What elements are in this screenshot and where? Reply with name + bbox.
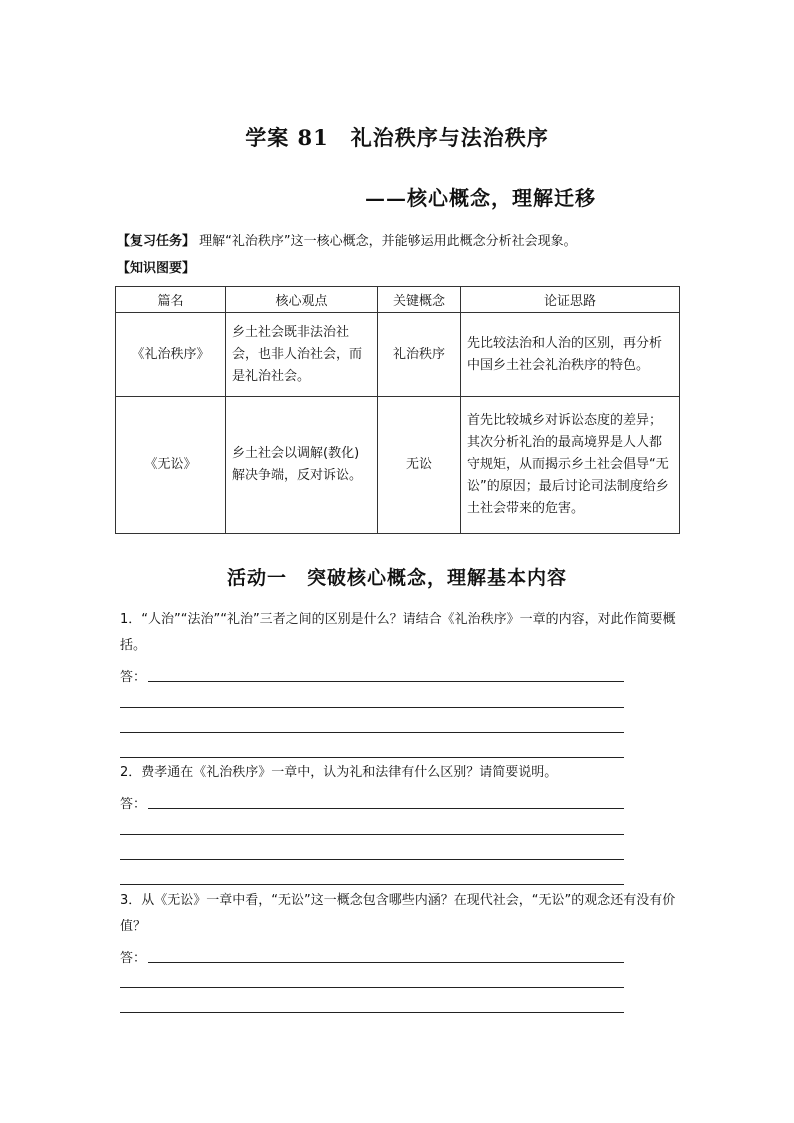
answer-line[interactable]: [120, 757, 624, 758]
answer-line[interactable]: [148, 681, 624, 682]
review-task-tag: 【复习任务】: [117, 234, 196, 249]
answer-line[interactable]: [120, 732, 624, 733]
review-task-text: 理解“礼治秩序”这一核心概念，并能够运用此概念分析社会现象。: [199, 234, 577, 249]
table-cell-concept: 无讼: [378, 397, 461, 534]
answer-line[interactable]: [120, 884, 624, 885]
question-1: 1．“人治”“法治”“礼治”三者之间的区别是什么？请结合《礼治秩序》一章的内容，对此作简要概括。: [120, 612, 676, 653]
table-cell-title: 《礼治秩序》: [116, 313, 226, 397]
answer-line[interactable]: [120, 1012, 624, 1013]
table-cell-title: 《无讼》: [116, 397, 226, 534]
page-subtitle: ——核心概念，理解迁移: [365, 186, 596, 210]
answer-label: 答：: [120, 670, 147, 685]
table-header-row: [116, 287, 680, 313]
table-header-cell: 篇名: [116, 287, 226, 313]
knowledge-map-heading: [117, 260, 195, 278]
answer-line[interactable]: [120, 707, 624, 708]
question-2: 2．费孝通在《礼治秩序》一章中，认为礼和法律有什么区别？请简要说明。: [120, 765, 558, 780]
answer-line[interactable]: [120, 987, 624, 988]
answer-line[interactable]: [148, 962, 624, 963]
table-cell-logic: 先比较法治和人治的区别，再分析中国乡土社会礼治秩序的特色。: [461, 313, 680, 397]
knowledge-map-table: [115, 286, 680, 534]
table-cell-concept: 礼治秩序: [378, 313, 461, 397]
answer-label: 答：: [120, 951, 147, 966]
activity-heading: 活动一 突破核心概念，理解基本内容: [226, 567, 567, 589]
table-row: [116, 397, 680, 534]
answer-line[interactable]: [120, 859, 624, 860]
review-task: [117, 233, 577, 251]
table-cell-view: 乡土社会以调解(教化)解决争端，反对诉讼。: [226, 397, 378, 534]
answer-line[interactable]: [120, 834, 624, 835]
answer-label: 答：: [120, 797, 147, 812]
table-cell-logic: 首先比较城乡对诉讼态度的差异；其次分析礼治的最高境界是人人都守规矩，从而揭示乡土社会倡导“无讼”的原因；最后讨论司法制度给乡土社会带来的危害。: [461, 397, 680, 534]
table-cell-view: 乡土社会既非法治社会，也非人治社会，而是礼治社会。: [226, 313, 378, 397]
table-row: [116, 313, 680, 397]
table-header-cell: 论证思路: [461, 287, 680, 313]
table-header-cell: 关键概念: [378, 287, 461, 313]
question-3: 3．从《无讼》一章中看，“无讼”这一概念包含哪些内涵？在现代社会，“无讼”的观念还有没有价值？: [120, 893, 676, 934]
answer-line[interactable]: [148, 808, 624, 809]
knowledge-map-tag: 【知识图要】: [117, 261, 196, 276]
table-header-cell: 核心观点: [226, 287, 378, 313]
page-title: 学案 81 礼治秩序与法治秩序: [245, 125, 549, 150]
